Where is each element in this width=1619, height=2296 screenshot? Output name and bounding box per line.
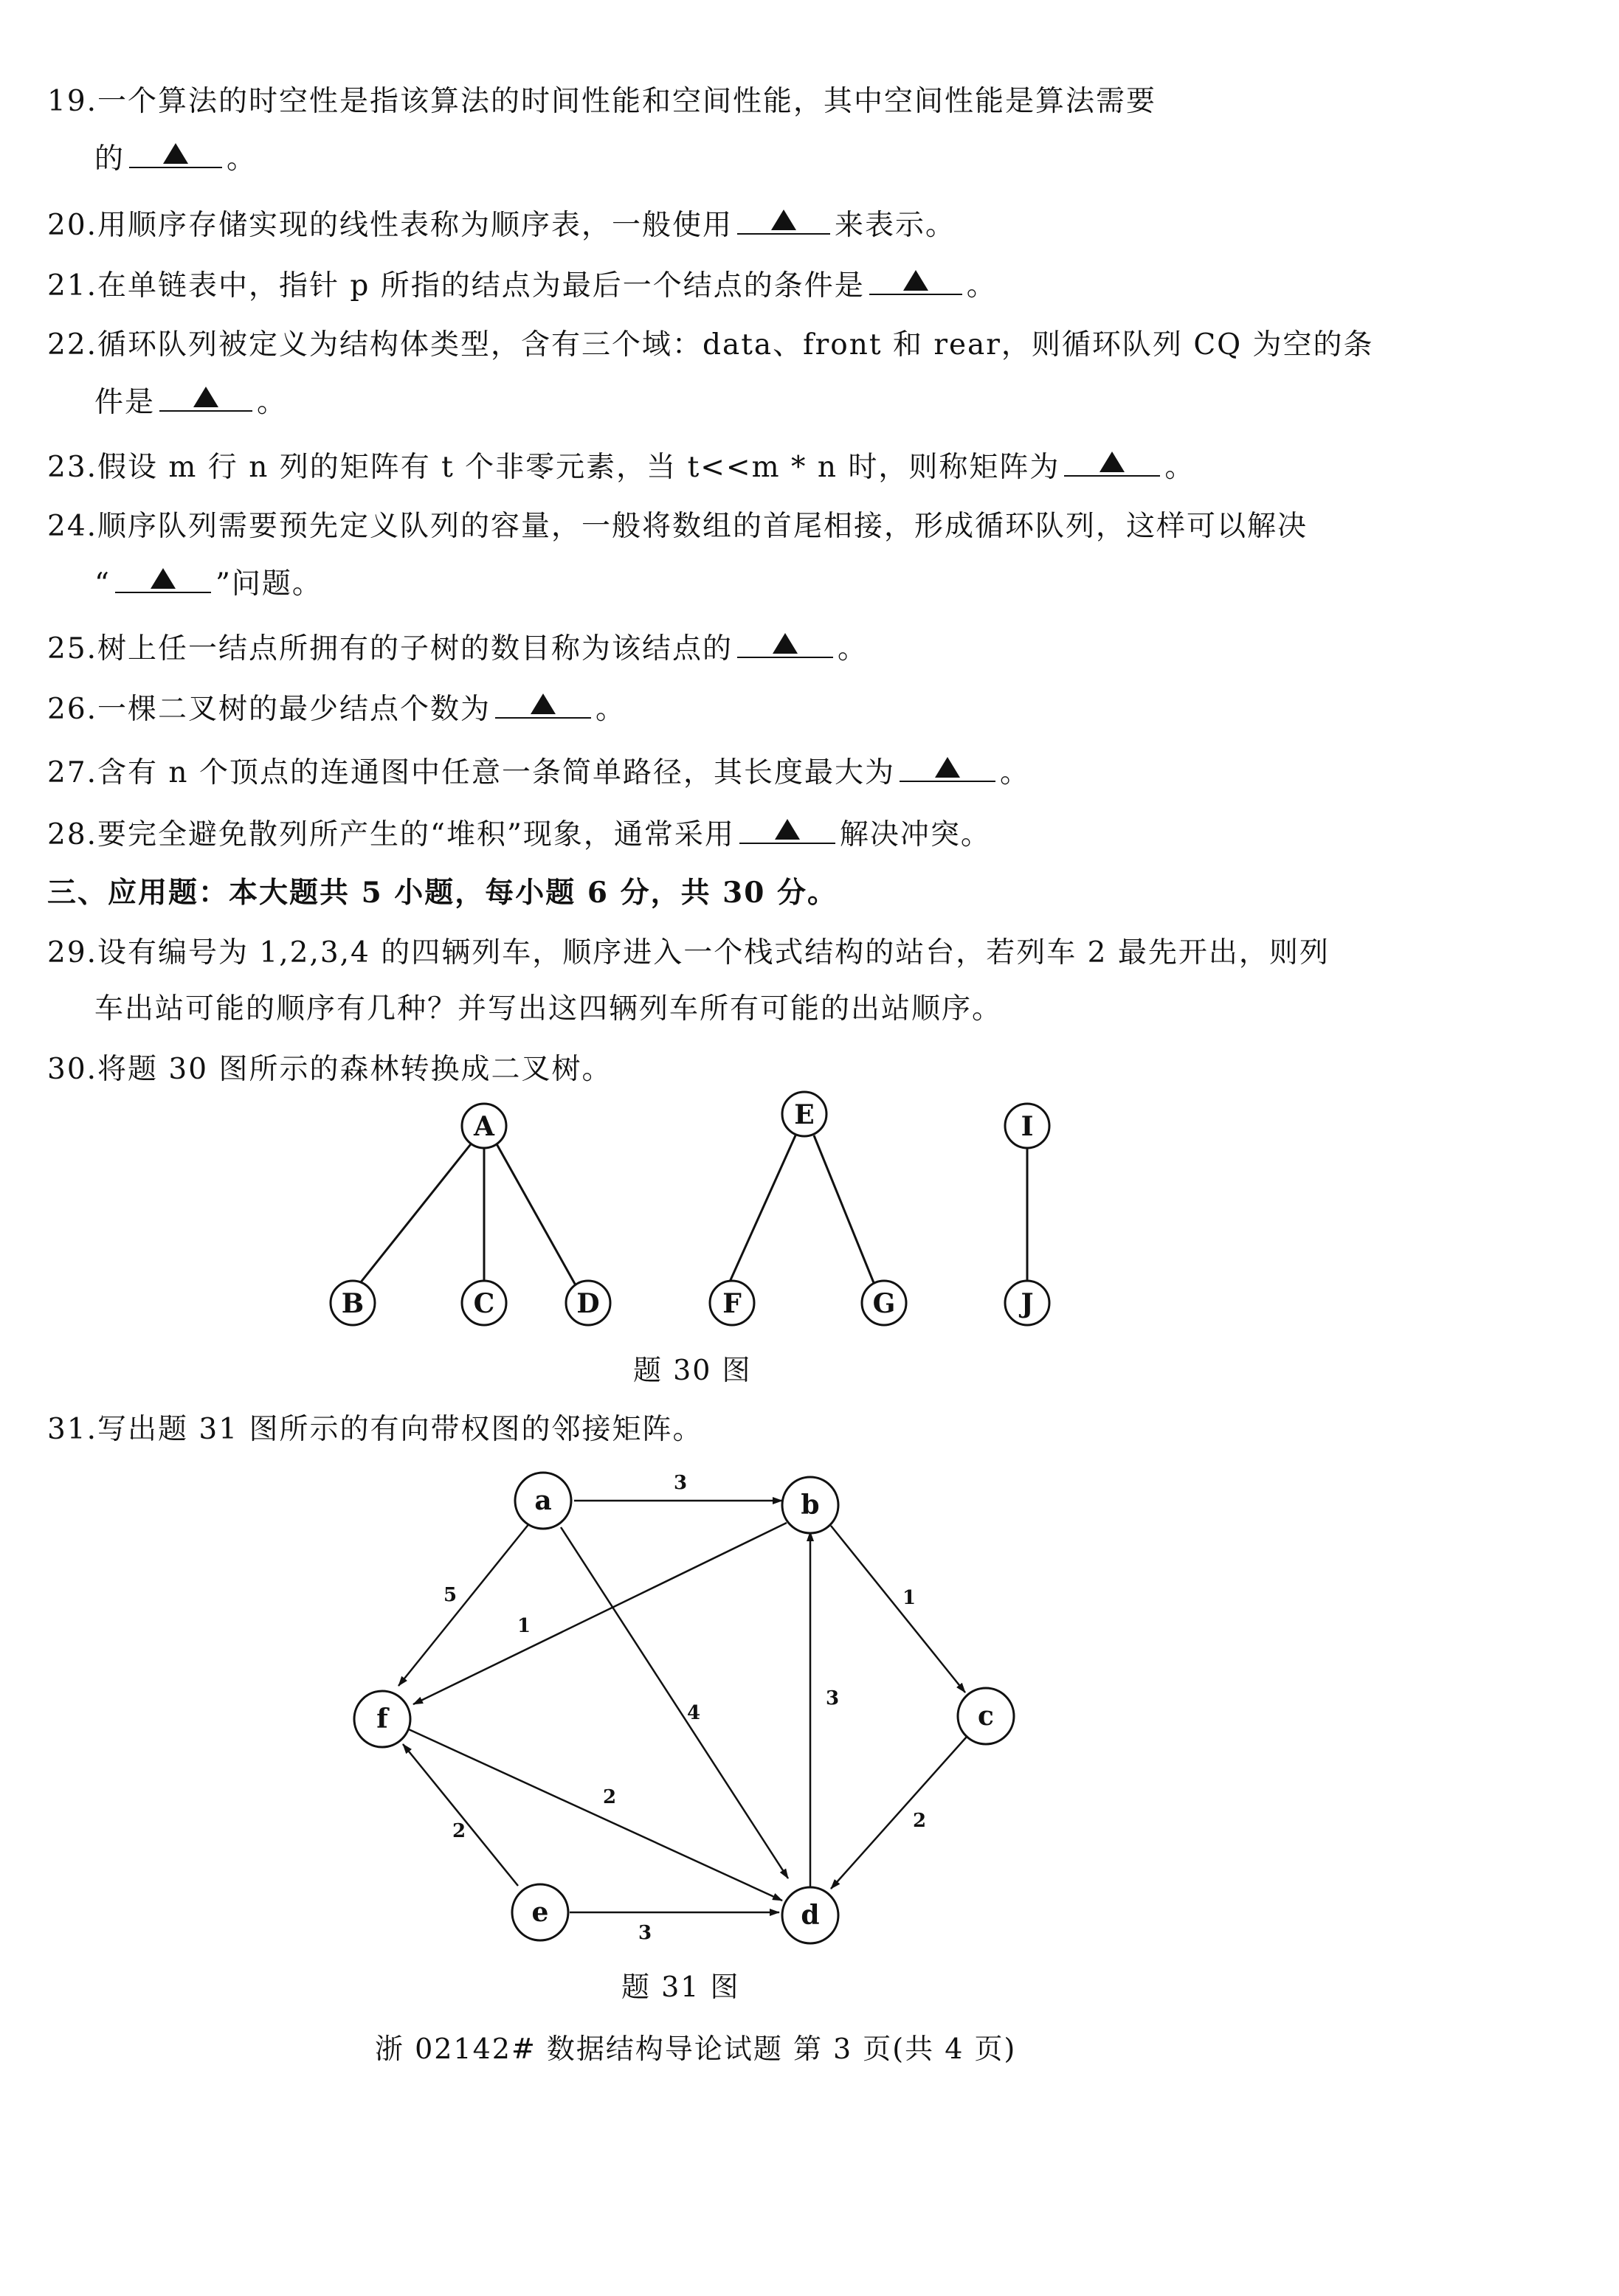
edge-b-f bbox=[413, 1523, 787, 1704]
edge-weight-f-d: 2 bbox=[602, 1786, 617, 1808]
question-text: 顺序队列需要预先定义队列的容量，一般将数组的首尾相接，形成循环队列，这样可以解决 bbox=[97, 510, 1308, 543]
tree-node-label: B bbox=[341, 1288, 365, 1319]
question-text: 假设 m 行 n 列的矩阵有 t 个非零元素，当 t<<m * n 时，则称矩阵为 bbox=[97, 451, 1060, 484]
tree-node-label: G bbox=[872, 1288, 896, 1319]
question-number: 30. bbox=[47, 1053, 98, 1086]
question-text: 设有编号为 1,2,3,4 的四辆列车，顺序进入一个栈式结构的站台，若列车 2 最先开出，则列 bbox=[97, 936, 1330, 969]
figure-31-caption: 题 31 图 bbox=[621, 1971, 740, 2003]
question-text: 。 bbox=[966, 269, 997, 302]
graph-node-label: c bbox=[978, 1701, 994, 1732]
question-text: 树上任一结点所拥有的子树的数目称为该结点的 bbox=[97, 632, 733, 665]
question-text: 循环队列被定义为结构体类型，含有三个域：data、front 和 rear，则循环队列 CQ 为空的条 bbox=[97, 328, 1374, 362]
question-text: 。 bbox=[838, 632, 869, 665]
edge-weight-a-d: 4 bbox=[686, 1702, 701, 1724]
edge-e-f bbox=[403, 1744, 518, 1886]
edge-a-d bbox=[561, 1527, 788, 1878]
question-text: 。 bbox=[999, 756, 1030, 789]
edge-a-f bbox=[398, 1523, 530, 1686]
edge-c-d bbox=[831, 1737, 967, 1889]
question-text: 在单链表中，指针 p 所指的结点为最后一个结点的条件是 bbox=[97, 269, 865, 302]
question-text: 件是 bbox=[94, 386, 156, 419]
edge-weight-e-d: 3 bbox=[638, 1922, 652, 1944]
question-text: ”问题。 bbox=[215, 567, 322, 601]
question-number: 23. bbox=[47, 451, 98, 484]
graph-node-label: f bbox=[376, 1704, 388, 1735]
question-number: 31. bbox=[47, 1413, 98, 1446]
question-29-cont: 车出站可能的顺序有几种？并写出这四辆列车所有可能的出站顺序。 bbox=[94, 992, 1003, 1026]
question-number: 28. bbox=[47, 818, 98, 851]
graph-node-label: e bbox=[531, 1897, 549, 1928]
tree-node-label: I bbox=[1021, 1111, 1034, 1142]
edge-weight-b-f: 1 bbox=[517, 1615, 531, 1637]
question-text: 。 bbox=[257, 386, 288, 419]
question-text: 一棵二叉树的最少结点个数为 bbox=[97, 693, 491, 726]
edge-weight-a-b: 3 bbox=[673, 1472, 688, 1494]
question-text: 。 bbox=[1164, 451, 1195, 484]
figure-30-caption: 题 30 图 bbox=[633, 1354, 752, 1386]
question-text: 。 bbox=[227, 142, 258, 176]
edge-weight-e-f: 2 bbox=[452, 1820, 466, 1842]
question-number: 20. bbox=[47, 209, 98, 242]
question-number: 27. bbox=[47, 756, 98, 789]
graph-node-label: b bbox=[801, 1490, 820, 1521]
question-text: 用顺序存储实现的线性表称为顺序表，一般使用 bbox=[97, 209, 733, 242]
question-number: 24. bbox=[47, 510, 98, 543]
graph-node-label: a bbox=[534, 1485, 552, 1516]
question-number: 22. bbox=[47, 328, 98, 362]
edge-weight-d-b: 3 bbox=[825, 1687, 840, 1709]
question-number: 21. bbox=[47, 269, 98, 302]
tree-node-label: D bbox=[576, 1288, 600, 1319]
question-text: 将题 30 图所示的森林转换成二叉树。 bbox=[97, 1053, 612, 1086]
question-number: 19. bbox=[47, 85, 98, 118]
section-heading: 三、应用题：本大题共 5 小题，每小题 6 分，共 30 分。 bbox=[47, 876, 838, 910]
edge-weight-c-d: 2 bbox=[912, 1810, 927, 1832]
question-text: 解决冲突。 bbox=[839, 818, 991, 851]
question-text: 的 bbox=[94, 142, 125, 176]
question-number: 25. bbox=[47, 632, 98, 665]
edge-b-c bbox=[831, 1526, 965, 1692]
tree-node-label: F bbox=[722, 1288, 742, 1319]
edge-weight-b-c: 1 bbox=[902, 1587, 916, 1609]
edge-f-d bbox=[409, 1729, 782, 1901]
question-text: 要完全避免散列所产生的“堆积”现象，通常采用 bbox=[97, 818, 735, 851]
question-text: 来表示。 bbox=[835, 209, 956, 242]
graph-node-label: d bbox=[801, 1900, 820, 1931]
question-text: 。 bbox=[596, 693, 626, 726]
page-footer: 浙 02142# 数据结构导论试题 第 3 页(共 4 页) bbox=[375, 2033, 1017, 2065]
question-text: 一个算法的时空性是指该算法的时间性能和空间性能，其中空间性能是算法需要 bbox=[97, 85, 1157, 118]
question-text: 写出题 31 图所示的有向带权图的邻接矩阵。 bbox=[97, 1413, 703, 1446]
tree-node-label: A bbox=[474, 1111, 494, 1142]
edge-weight-a-f: 5 bbox=[443, 1584, 458, 1606]
tree-node-label: J bbox=[1021, 1288, 1034, 1319]
question-number: 26. bbox=[47, 693, 98, 726]
question-text: 含有 n 个顶点的连通图中任意一条简单路径，其长度最大为 bbox=[97, 756, 895, 789]
tree-node-label: E bbox=[794, 1099, 815, 1130]
tree-node-label: C bbox=[473, 1288, 495, 1319]
question-text: “ bbox=[94, 567, 111, 601]
question-number: 29. bbox=[47, 936, 98, 969]
